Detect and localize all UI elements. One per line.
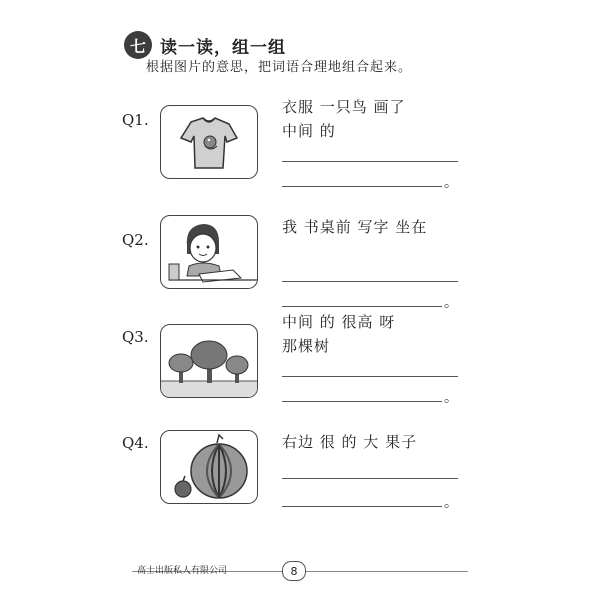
word-group: [282, 310, 395, 358]
words-line-1: 衣服 一只鸟 画了: [282, 98, 406, 116]
word-group: [282, 215, 427, 239]
watermelon-picture: [160, 430, 258, 504]
question-label: Q1.: [122, 111, 149, 129]
publisher-name: 高士出版私人有限公司: [137, 566, 228, 576]
question-label: Q4.: [122, 434, 149, 452]
period-mark: 。: [444, 495, 458, 511]
t-shirt-picture: [160, 105, 258, 179]
words-line-1: 中间 的 很高 呀: [282, 313, 396, 331]
trees-picture: [160, 324, 258, 398]
girl-writing-icon: [161, 216, 257, 288]
words-line-1: 右边 很 的 大 果子: [282, 433, 418, 451]
question-3: [0, 310, 600, 405]
answer-line-1[interactable]: [282, 161, 458, 162]
word-group: [282, 430, 417, 454]
watermelon-icon: [161, 431, 257, 503]
answer-line-1[interactable]: [282, 281, 458, 282]
answer-line-2[interactable]: [282, 186, 442, 187]
question-2: [0, 215, 600, 310]
words-line-2: 中间 的: [282, 122, 336, 140]
page-number: 8: [282, 561, 306, 581]
answer-line-2[interactable]: [282, 306, 442, 307]
trees-icon: [161, 325, 257, 397]
answer-line-2[interactable]: [282, 506, 442, 507]
answer-line-1[interactable]: [282, 376, 458, 377]
section-title: 读一读，组一组: [160, 37, 286, 58]
word-group: [282, 95, 406, 143]
instruction-text: 根据图片的意思，把词语合理地组合起来。: [146, 60, 413, 75]
period-mark: 。: [444, 390, 458, 406]
section-number-badge: 七: [124, 31, 152, 59]
period-mark: 。: [444, 175, 458, 191]
words-line-1: 我 书桌前 写字 坐在: [282, 218, 428, 236]
question-1: [0, 95, 600, 190]
t-shirt-icon: [161, 106, 257, 178]
answer-line-1[interactable]: [282, 478, 458, 479]
answer-line-2[interactable]: [282, 401, 442, 402]
question-4: [0, 430, 600, 525]
question-label: Q3.: [122, 328, 149, 346]
girl-writing-picture: [160, 215, 258, 289]
period-mark: 。: [444, 295, 458, 311]
words-line-2: 那棵树: [282, 337, 331, 355]
question-label: Q2.: [122, 231, 149, 249]
